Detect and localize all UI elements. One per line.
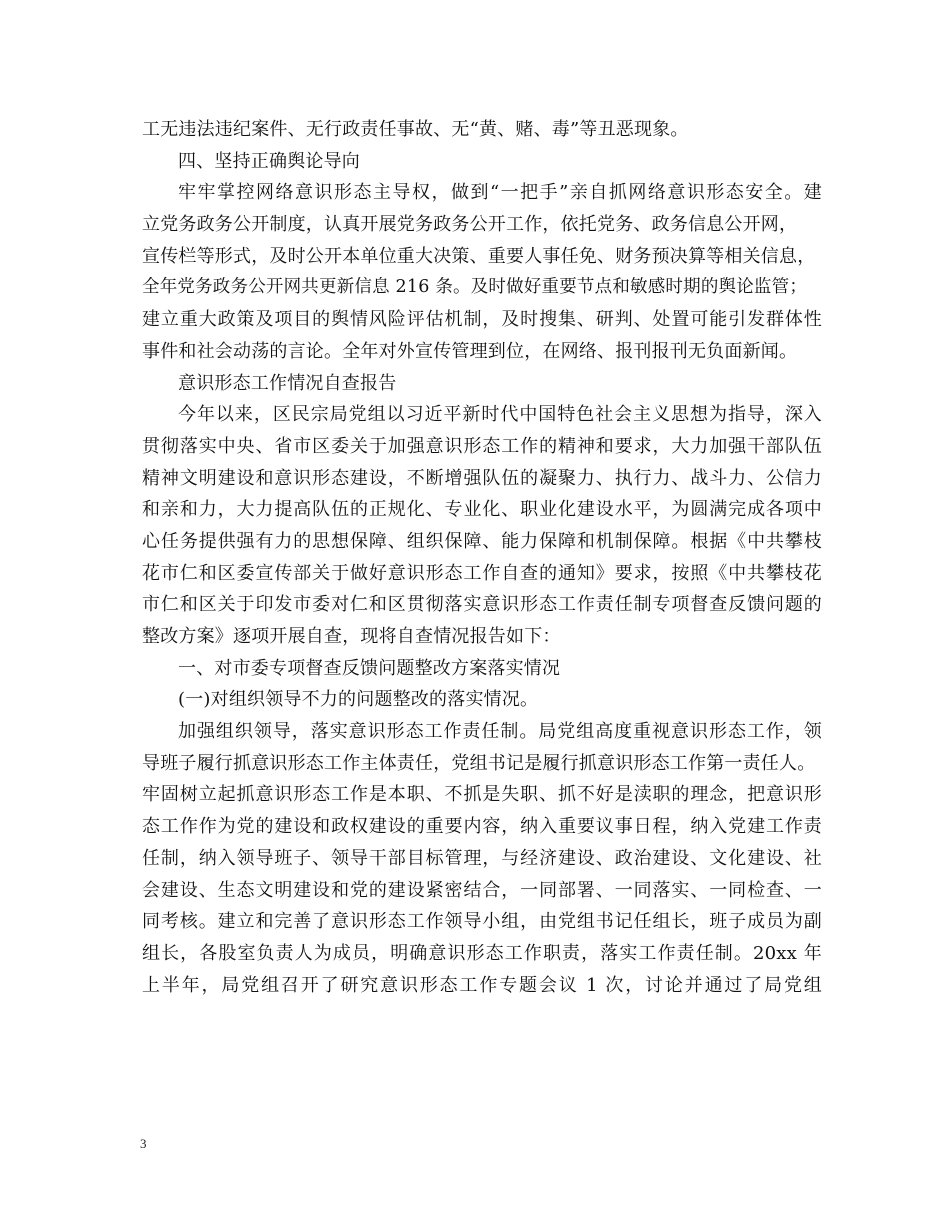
text-line: (一)对组织领导不力的问题整改的落实情况。	[178, 689, 539, 711]
text-line: 心任务提供强有力的思想保障、组织保障、能力保障和机制保障。根据《中共攀枝	[142, 530, 822, 552]
text-line: 意识形态工作情况自查报告	[178, 372, 397, 394]
text-line: 立党务政务公开制度，认真开展党务政务公开工作，依托党务、政务信息公开网，	[142, 214, 798, 236]
text-line: 今年以来，区民宗局党组以习近平新时代中国特色社会主义思想为指导，深入	[178, 404, 822, 426]
text-line: 任制，纳入领导班子、领导干部目标管理，与经济建设、政治建设、文化建设、社	[142, 847, 822, 869]
text-line: 同考核。建立和完善了意识形态工作领导小组，由党组书记任组长，班子成员为副	[142, 911, 822, 933]
text-line: 建立重大政策及项目的舆情风险评估机制，及时搜集、研判、处置可能引发群体性	[142, 309, 822, 331]
text-line: 组长，各股室负责人为成员，明确意识形态工作职责，落实工作责任制。20xx 年	[142, 942, 822, 964]
page-number: 3	[140, 1136, 147, 1151]
text-line: 会建设、生态文明建设和党的建设紧密结合，一同部署、一同落实、一同检查、一	[142, 879, 822, 901]
text-line: 市仁和区关于印发市委对仁和区贯彻落实意识形态工作责任制专项督查反馈问题的	[142, 594, 822, 616]
text-line: 精神文明建设和意识形态建设，不断增强队伍的凝聚力、执行力、战斗力、公信力	[142, 467, 822, 489]
text-line: 工无违法违纪案件、无行政责任事故、无“黄、赌、毒”等丑恶现象。	[142, 119, 689, 140]
text-line: 一、对市委专项督查反馈问题整改方案落实情况	[178, 657, 561, 679]
text-line: 贯彻落实中央、省市区委关于加强意识形态工作的精神和要求，大力加强干部队伍	[142, 435, 822, 457]
text-line: 态工作作为党的建设和政权建设的重要内容，纳入重要议事日程，纳入党建工作责	[142, 816, 822, 838]
text-line: 四、坚持正确舆论导向	[178, 150, 360, 172]
document-body	[142, 114, 822, 1001]
text-line: 花市仁和区委宣传部关于做好意识形态工作自查的通知》要求，按照《中共攀枝花	[142, 562, 822, 584]
text-line: 全年党务政务公开网共更新信息 216 条。及时做好重要节点和敏感时期的舆论监管；	[142, 277, 808, 298]
text-line: 和亲和力，大力提高队伍的正规化、专业化、职业化建设水平，为圆满完成各项中	[142, 499, 822, 521]
text-line: 牢牢掌控网络意识形态主导权，做到“一把手”亲自抓网络意识形态安全。建	[178, 182, 822, 204]
text-line: 导班子履行抓意识形态工作主体责任，党组书记是履行抓意识形态工作第一责任人。	[142, 752, 816, 774]
text-line: 上半年，局党组召开了研究意识形态工作专题会议 1 次，讨论并通过了局党组	[142, 974, 822, 996]
text-line: 事件和社会动荡的言论。全年对外宣传管理到位，在网络、报刊报刊无负面新闻。	[142, 340, 798, 362]
text-line: 牢固树立起抓意识形态工作是本职、不抓是失职、抓不好是渎职的理念，把意识形	[142, 784, 822, 806]
text-line: 加强组织领导，落实意识形态工作责任制。局党组高度重视意识形态工作，领	[178, 721, 822, 743]
text-line: 整改方案》逐项开展自查，现将自查情况报告如下：	[142, 626, 561, 647]
text-line: 宣传栏等形式，及时公开本单位重大决策、重要人事任免、财务预决算等相关信息，	[142, 245, 816, 267]
